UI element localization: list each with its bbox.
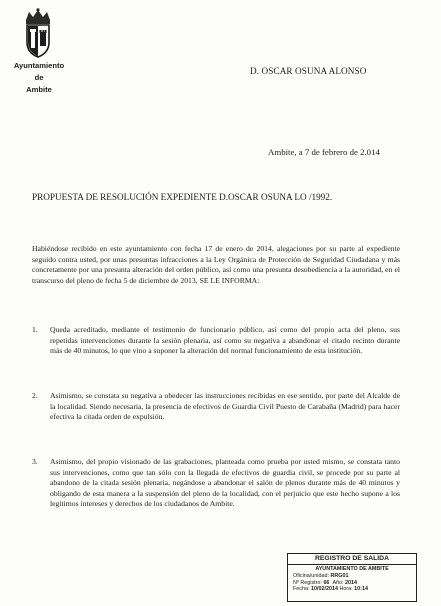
date-line: Ambite, a 7 de febrero de 2.014: [268, 147, 380, 157]
list-item-text: Queda acreditado, mediante el testimonio de funcionario público, así como del propio acta del pleno, sus repetidas intervenciones durante la sesión plenaria, así como su negativa a abandonar el citado recinto durante más de 40 minutos, lo que vino a suponer la alteración del normal funcionamiento de esta institución.: [50, 325, 400, 356]
stamp-registro-label: Nº Registro:: [293, 579, 322, 586]
list-item-number: 2.: [32, 391, 38, 400]
stamp-registro-value: 66: [323, 579, 330, 586]
ayuntamiento-line-2: de: [34, 73, 44, 82]
ayuntamiento-name: [4, 60, 74, 96]
stamp-fecha-label: Fecha:: [293, 586, 310, 593]
intro-paragraph: Habiéndose recibido en este ayuntamiento con fecha 17 de enero de 2014, alegaciones por su parte al expediente seguido contra usted, por unas presuntas infracciones a la Ley Orgánica de Protección de Seguridad Ciudadana y más concretamente por una presunta alteración del orden público, así como una presunta desobediencia a la autoridad, en el transcurso del pleno de fecha 5 de diciembre de 2013, SE LE INFORMA:: [32, 244, 400, 285]
coat-of-arms-logo: [20, 8, 56, 60]
subject-heading: PROPUESTA DE RESOLUCIÓN EXPEDIENTE D.OSCAR OSUNA LO /1992.: [32, 192, 333, 202]
recipient-name: D. OSCAR OSUNA ALONSO: [250, 66, 367, 76]
stamp-fecha-value: 10/02/2014: [310, 586, 338, 593]
ayuntamiento-line-3: Ambite: [26, 85, 52, 94]
ayuntamiento-line-1: Ayuntamiento: [13, 61, 65, 70]
list-item-text: Asimismo, se constata su negativa a obedecer las instrucciones recibidas en ese sentido, por parte del Alcalde de la localidad. Siendo necesaria, la presencia de efectivos de Guardia Civil Puesto de Carabaña (Madrid) para hacer efectiva la citada orden de expulsión.: [50, 391, 400, 422]
stamp-ayuntamiento: AYUNTAMIENTO DE AMBITE: [315, 566, 389, 572]
stamp-hora-label: Hora:: [339, 586, 353, 593]
stamp-oficina-value: RRG01: [330, 572, 349, 579]
stamp-hora-value: 10:14: [354, 586, 368, 593]
registry-stamp: [287, 553, 417, 602]
stamp-oficina-row: [288, 573, 416, 580]
list-item-number: 3.: [32, 457, 38, 466]
list-item-text: Asimismo, del propio visionado de las grabaciones, planteada como prueba por usted mismo, se constata tanto sus intervenciones, como que tan sólo con la llegada de efectivos de guardia civil, se procede por su parte al abandono de la citada sesión plenaria, negándose a abandonar el salón de plenos durante más de 40 minutos y obligando de esta manera a la suspensión del pleno de la localidad, con el perjuicio que este hecho supone a los legítimos intereses y derechos de los ciudadanos de Ambite.: [50, 457, 400, 509]
stamp-anio-value: 2014: [345, 579, 358, 586]
stamp-title: REGISTRO DE SALIDA: [288, 554, 416, 565]
stamp-fecha-row: [288, 586, 416, 593]
list-item-number: 1.: [32, 325, 38, 334]
stamp-anio-label: Año:: [332, 579, 344, 586]
stamp-oficina-label: Oficina/unidad:: [293, 572, 329, 579]
stamp-registro-row: [288, 580, 416, 587]
